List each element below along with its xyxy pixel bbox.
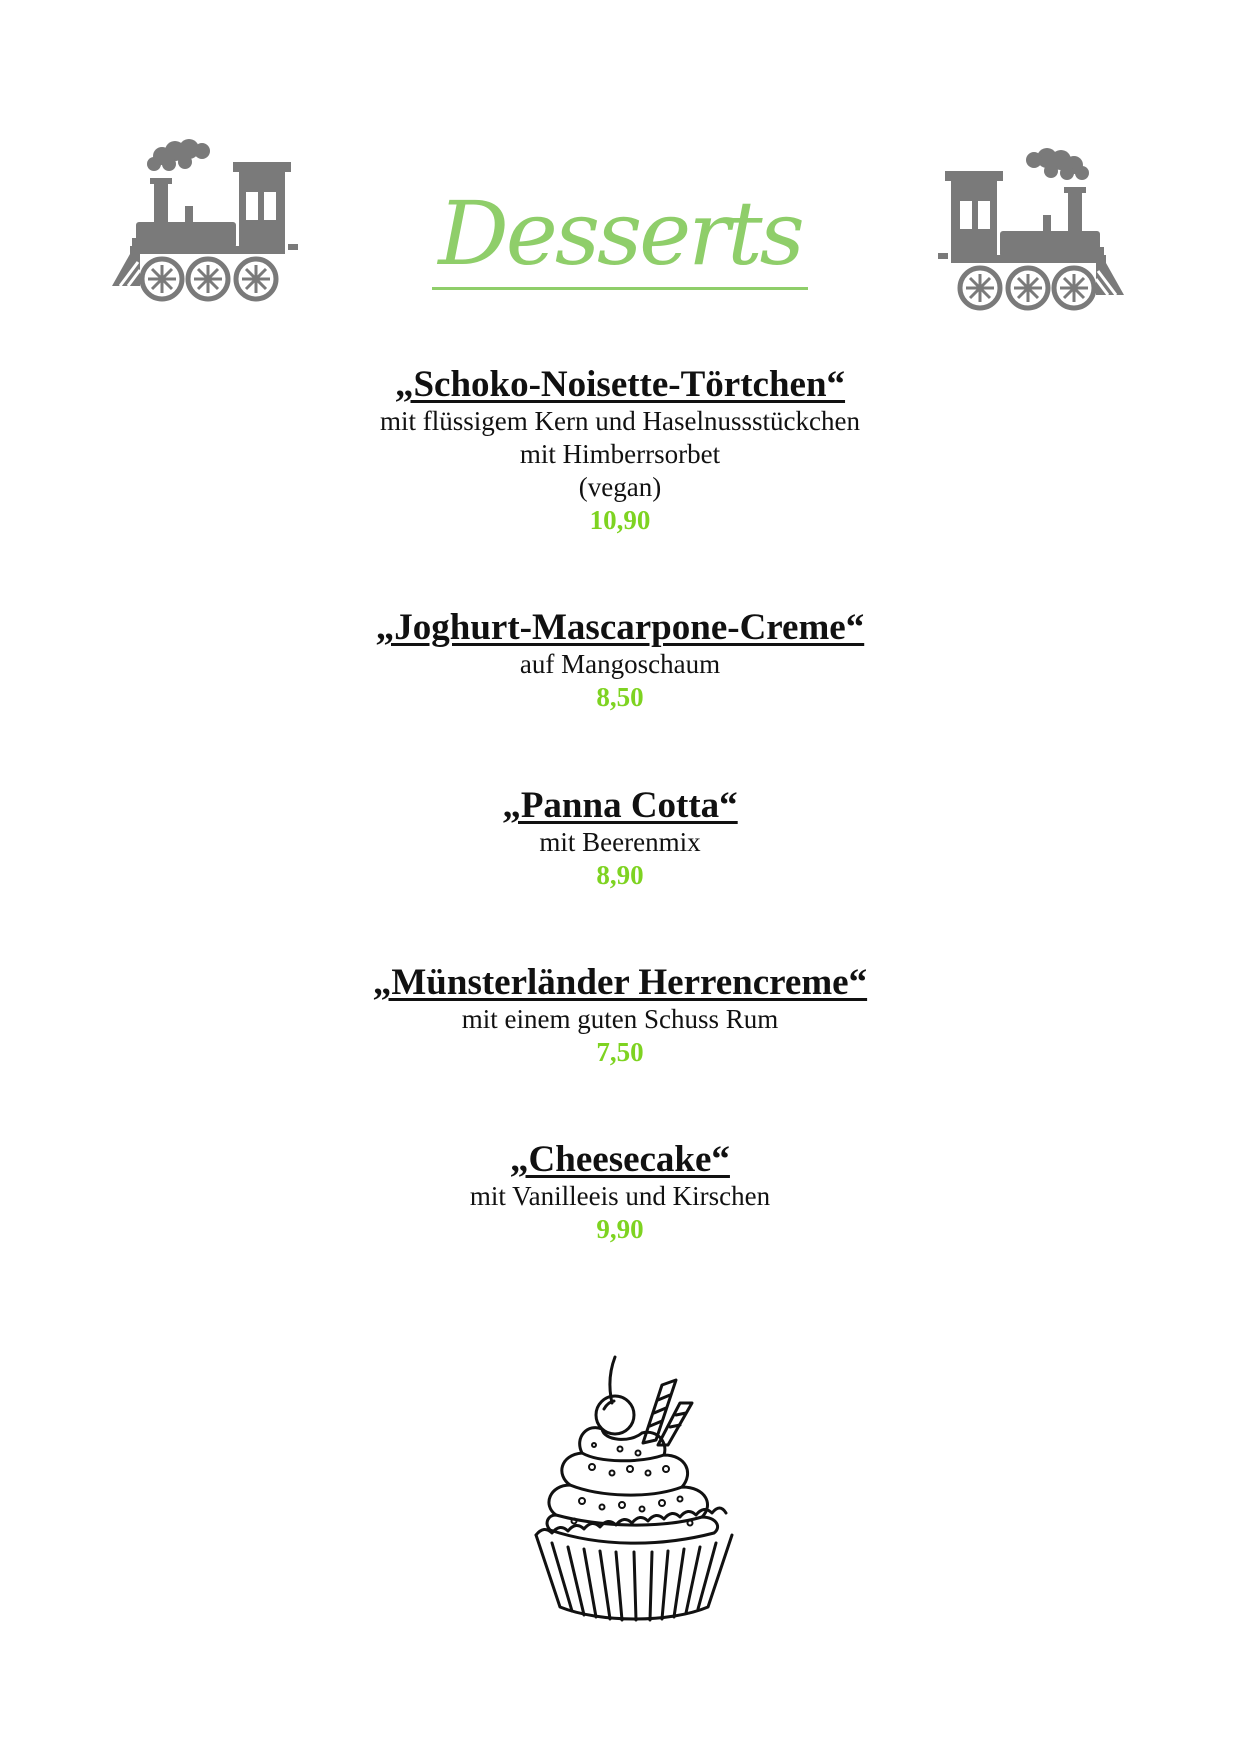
item-description: mit flüssigem Kern und Haselnussstückchen (380, 406, 860, 436)
item-name: „Schoko-Noisette-Törtchen“ (394, 364, 846, 405)
item-description: mit Himberrsorbet (519, 439, 721, 469)
item-name: „Joghurt-Mascarpone-Creme“ (375, 607, 865, 648)
item-description: (vegan) (578, 472, 662, 502)
page-title-text: Desserts (432, 182, 808, 290)
item-price: 8,90 (596, 860, 644, 890)
item-price: 8,50 (596, 682, 644, 712)
item-description: mit Vanilleeis und Kirschen (469, 1181, 771, 1211)
menu-item (0, 963, 1240, 1140)
page-title (0, 182, 1240, 285)
item-description: mit einem guten Schuss Rum (461, 1004, 779, 1034)
item-name: „Cheesecake“ (510, 1139, 730, 1180)
item-description: auf Mangoschaum (519, 649, 721, 679)
item-price: 7,50 (596, 1037, 644, 1067)
dessert-menu (0, 365, 1240, 1246)
menu-item (0, 786, 1240, 963)
item-price: 9,90 (596, 1214, 644, 1244)
menu-item (0, 608, 1240, 786)
menu-item (0, 1140, 1240, 1246)
item-description: mit Beerenmix (539, 827, 701, 857)
item-name: „Panna Cotta“ (502, 785, 738, 826)
cupcake-icon (530, 1345, 740, 1625)
item-price: 10,90 (589, 505, 651, 535)
menu-item (0, 365, 1240, 608)
item-name: „Münsterländer Herrencreme“ (372, 962, 868, 1003)
